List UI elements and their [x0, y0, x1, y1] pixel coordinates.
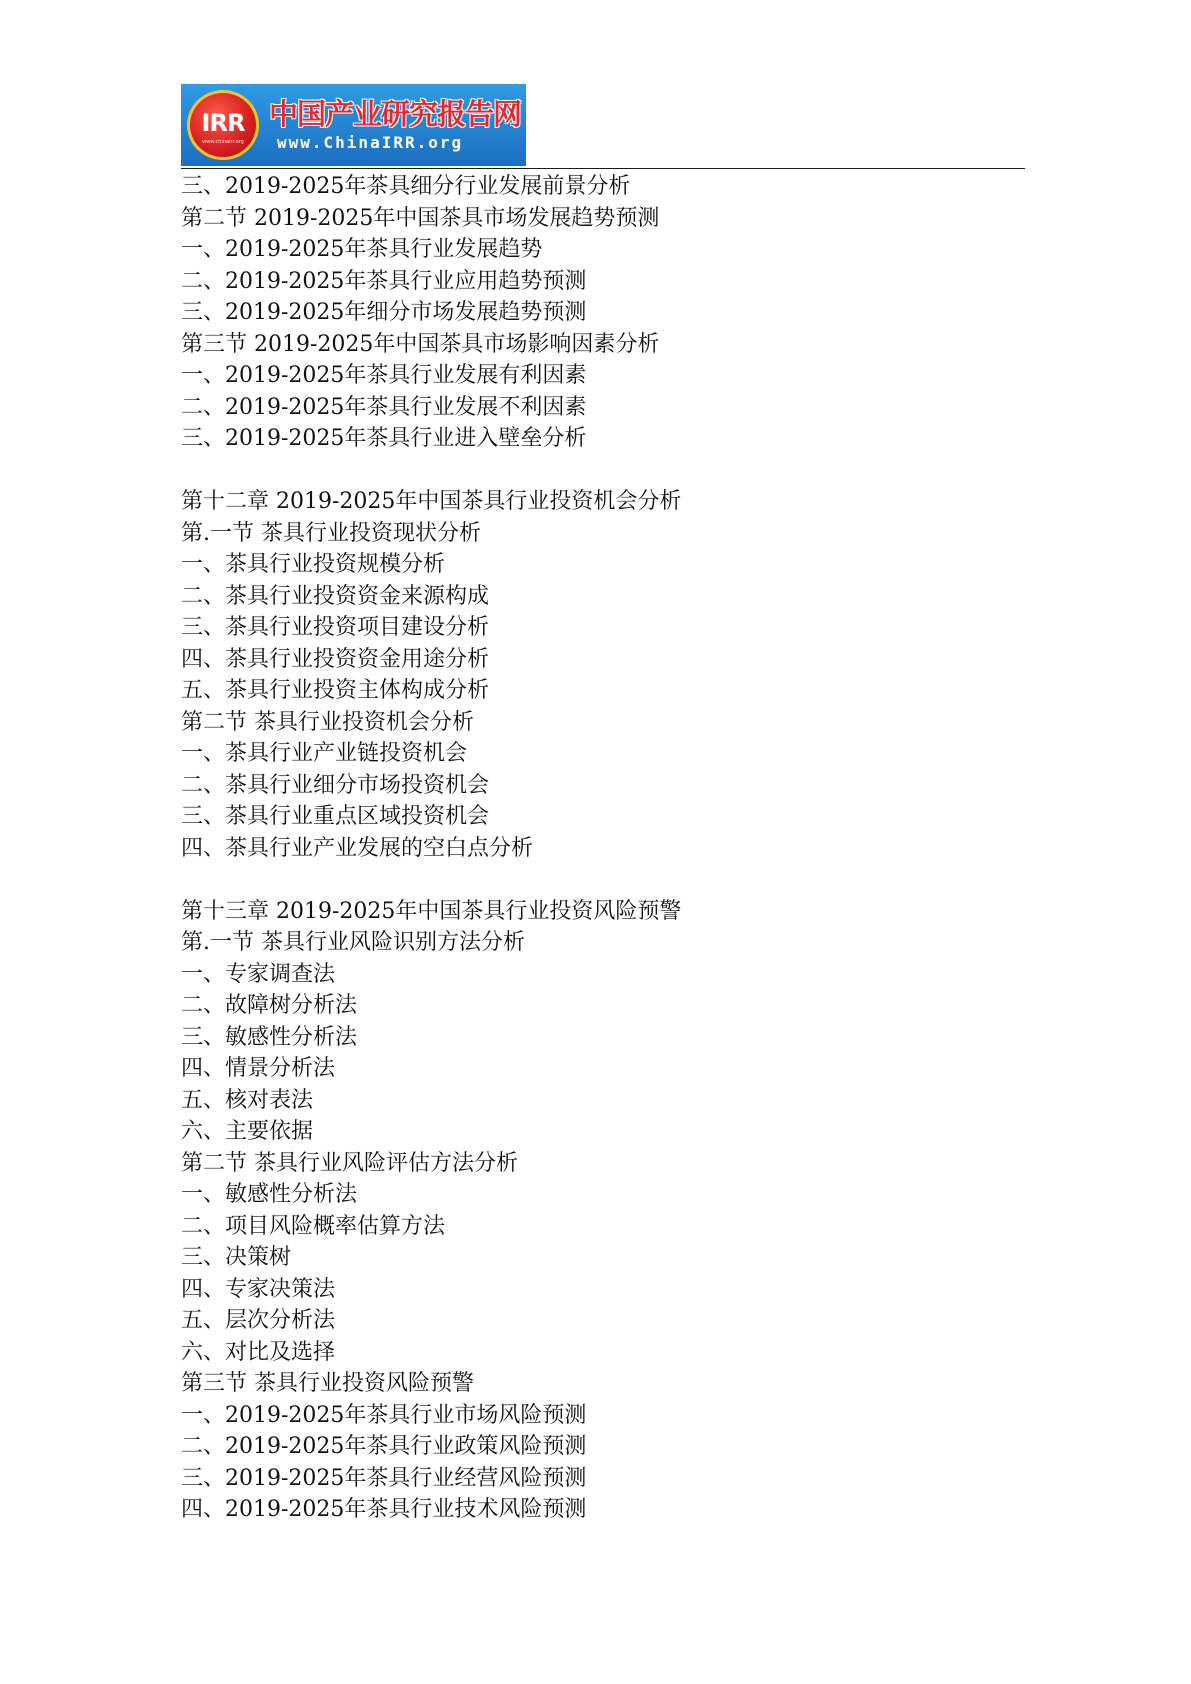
toc-chapter-heading: 第十二章 2019-2025年中国茶具行业投资机会分析: [181, 489, 682, 514]
toc-item: 三、茶具行业重点区域投资机会: [181, 804, 490, 829]
toc-item: 四、茶具行业产业发展的空白点分析: [181, 835, 534, 861]
toc-section-heading: 第二节 茶具行业风险评估方法分析: [181, 1150, 518, 1176]
toc-section-heading: 第.一节 茶具行业投资现状分析: [181, 520, 481, 546]
toc-item: 五、茶具行业投资主体构成分析: [181, 678, 490, 703]
page-header: [181, 84, 1025, 170]
toc-item: 一、2019-2025年茶具行业发展趋势: [181, 237, 543, 262]
toc-chapter-heading: 第十三章 2019-2025年中国茶具行业投资风险预警: [181, 898, 682, 924]
toc-item: 一、2019-2025年茶具行业市场风险预测: [181, 1402, 587, 1428]
toc-item: 六、主要依据: [181, 1119, 314, 1144]
logo-url: www.ChinaIRR.org: [277, 133, 464, 152]
toc-item: 三、2019-2025年茶具行业进入壁垒分析: [181, 426, 587, 451]
toc-section-heading: 第二节 茶具行业投资机会分析: [181, 709, 474, 735]
table-of-contents: [181, 171, 1041, 1526]
toc-item: 六、对比及选择: [181, 1339, 336, 1365]
toc-item: 一、茶具行业产业链投资机会: [181, 741, 468, 766]
toc-item: 三、茶具行业投资项目建设分析: [181, 615, 490, 640]
toc-item: 三、2019-2025年茶具行业经营风险预测: [181, 1465, 587, 1491]
blank-line: [181, 455, 1041, 487]
logo-badge-text: IRR: [201, 109, 245, 137]
toc-item: 一、专家调查法: [181, 961, 336, 987]
toc-section-heading: 第三节 2019-2025年中国茶具市场影响因素分析: [181, 331, 660, 357]
header-divider: [181, 168, 1025, 169]
logo-title: 中国产业研究报告网: [269, 97, 522, 131]
blank-line: [181, 864, 1041, 896]
toc-item: 二、2019-2025年茶具行业应用趋势预测: [181, 268, 587, 294]
toc-item: 二、故障树分析法: [181, 993, 358, 1018]
toc-item: 二、2019-2025年茶具行业发展不利因素: [181, 394, 587, 420]
toc-item: 三、2019-2025年茶具细分行业发展前景分析: [181, 174, 631, 199]
toc-item: 四、情景分析法: [181, 1056, 336, 1081]
toc-item: 二、项目风险概率估算方法: [181, 1213, 446, 1239]
toc-item: 一、敏感性分析法: [181, 1182, 358, 1207]
toc-item: 二、茶具行业细分市场投资机会: [181, 772, 490, 798]
toc-block: [181, 486, 1041, 864]
toc-item: 二、茶具行业投资资金来源构成: [181, 583, 490, 609]
toc-section-heading: 第二节 2019-2025年中国茶具市场发展趋势预测: [181, 205, 660, 231]
toc-block: [181, 896, 1041, 1526]
toc-section-heading: 第三节 茶具行业投资风险预警: [181, 1371, 474, 1396]
toc-item: 五、核对表法: [181, 1087, 314, 1113]
toc-item: 三、决策树: [181, 1245, 292, 1270]
toc-block: [181, 171, 1041, 455]
toc-item: 四、专家决策法: [181, 1276, 336, 1302]
irr-badge-icon: [187, 90, 259, 160]
toc-item: 三、2019-2025年细分市场发展趋势预测: [181, 300, 587, 325]
toc-item: 五、层次分析法: [181, 1308, 336, 1333]
toc-item: 一、茶具行业投资规模分析: [181, 552, 446, 577]
site-logo: [181, 84, 526, 166]
toc-item: 四、2019-2025年茶具行业技术风险预测: [181, 1497, 587, 1522]
toc-item: 二、2019-2025年茶具行业政策风险预测: [181, 1434, 587, 1459]
logo-badge-subtext: www.chinairr.org: [202, 139, 244, 145]
toc-item: 四、茶具行业投资资金用途分析: [181, 646, 490, 672]
toc-item: 三、敏感性分析法: [181, 1024, 358, 1050]
toc-item: 一、2019-2025年茶具行业发展有利因素: [181, 363, 587, 388]
toc-section-heading: 第.一节 茶具行业风险识别方法分析: [181, 930, 525, 955]
